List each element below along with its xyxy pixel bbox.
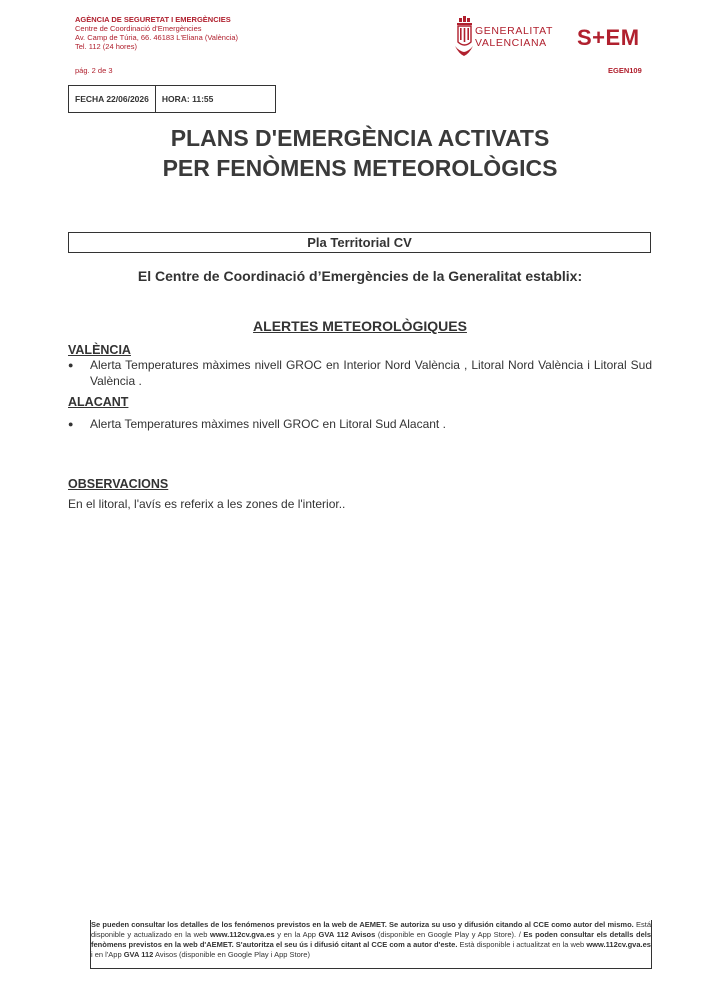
sem-logo: S+EM [577, 25, 640, 50]
document-code: EGEN109 [608, 66, 642, 75]
date-field: FECHA 22/06/2026 [75, 94, 149, 104]
time-field: HORA: 11:55 [155, 86, 220, 112]
centre-statement: El Centre de Coordinació d’Emergències de la Generalitat establix: [137, 268, 583, 284]
page-number: pág. 2 de 3 [75, 66, 113, 75]
footer-disclaimer [90, 920, 652, 969]
agency-phone: Tel. 112 (24 hores) [75, 42, 137, 51]
centre-name: Centre de Coordinació d'Emergències [75, 24, 202, 33]
agency-address: Av. Camp de Túria, 66. 46183 L'Eliana (València) [75, 33, 239, 42]
footer-va-availability: Està disponible i actualitzat en la web [459, 940, 585, 949]
generalitat-name [475, 25, 553, 49]
generalitat-line1: GENERALITAT [475, 25, 553, 37]
footer-es-store-text: (disponible en Google Play y App Store). / [377, 930, 521, 939]
footer-es-web-link[interactable]: www.112cv.gva.es [210, 930, 275, 939]
province-heading-valencia: VALÈNCIA [68, 343, 131, 357]
footer-va-notice: Es poden consultar els detalls dels fenòmens previstos en la web d'AEMET. S'autoritza el seu ús i difusió citant al CCE com a autor d'este. [91, 930, 652, 949]
alert-text: Alerta Temperatures màximes nivell GROC en Litoral Sud Alacant . [90, 417, 446, 431]
province-heading-alacant: ALACANT [68, 395, 129, 409]
alert-item [68, 416, 652, 432]
footer-va-store-text: Avisos (disponible en Google Play i App Store) [155, 950, 310, 959]
plan-box: Pla Territorial CV [68, 232, 651, 253]
footer-va-app-name: GVA 112 [123, 950, 154, 959]
date-time-box [68, 85, 276, 113]
footer-es-availability: Está disponible y actualizado en la web [91, 920, 651, 939]
page-title [0, 123, 720, 183]
title-line-1: PLANS D'EMERGÈNCIA ACTIVATS [170, 125, 550, 151]
footer-es-app-name: GVA 112 Avisos [318, 930, 376, 939]
observations-text: En el litoral, l'avís es referix a les zones de l'interior.. [68, 497, 346, 511]
title-line-2: PER FENÒMENS METEOROLÒGICS [162, 155, 558, 181]
bullet-icon: ● [68, 419, 74, 429]
footer-es-app-text: y en la App [277, 930, 316, 939]
observations-heading: OBSERVACIONS [68, 477, 169, 491]
footer-va-app-text: i en l'App [91, 950, 122, 959]
alerts-heading: ALERTES METEOROLÒGIQUES [253, 318, 467, 334]
generalitat-line2: VALENCIANA [475, 37, 547, 49]
agency-block [75, 15, 238, 51]
agency-name: AGÈNCIA DE SEGURETAT I EMERGÈNCIES [75, 15, 231, 24]
alert-text: Alerta Temperatures màximes nivell GROC en Interior Nord València , Litoral Nord València i Litoral Sud València . [90, 358, 652, 388]
footer-va-web-link[interactable]: www.112cv.gva.es [586, 940, 651, 949]
bullet-icon: ● [68, 360, 74, 370]
footer-es-notice: Se pueden consultar los detalles de los fenómenos previstos en la web de AEMET. Se autoriza su uso y difusión citando al CCE como autor del mismo. [91, 920, 634, 929]
alert-item [68, 357, 652, 389]
